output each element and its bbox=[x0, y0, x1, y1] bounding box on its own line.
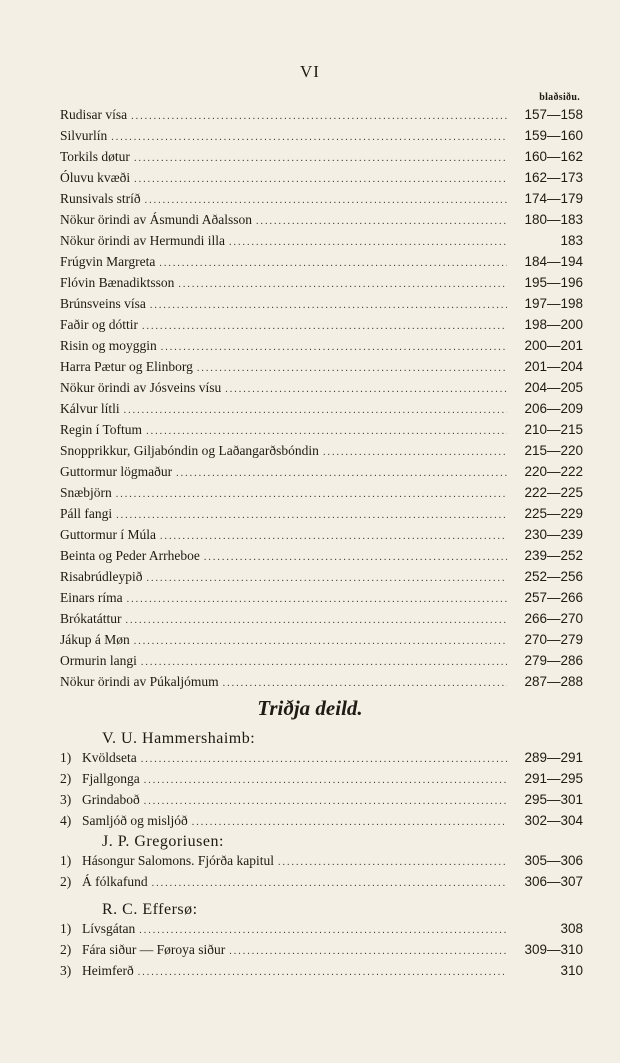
dot-leader bbox=[176, 468, 507, 479]
toc-entry bbox=[60, 338, 583, 359]
toc-entry bbox=[60, 942, 583, 963]
entry-pages: 195—196 bbox=[524, 275, 583, 290]
entry-pages: 157—158 bbox=[524, 107, 583, 122]
toc-entry bbox=[60, 921, 583, 942]
entry-pages: 162—173 bbox=[524, 170, 583, 185]
toc-entry bbox=[60, 569, 583, 590]
entry-title: Harra Pætur og Elinborg bbox=[60, 359, 193, 374]
entry-pages: 210—215 bbox=[524, 422, 583, 437]
dot-leader bbox=[138, 967, 507, 978]
toc-entry bbox=[60, 771, 583, 792]
entry-title: Ormurin langi bbox=[60, 653, 137, 668]
entries-list bbox=[60, 107, 583, 695]
author-works-list bbox=[60, 750, 583, 834]
entry-pages: 204—205 bbox=[524, 380, 583, 395]
toc-entry bbox=[60, 674, 583, 695]
dot-leader bbox=[152, 878, 507, 889]
entry-title: Nökur örindi av Ásmundi Aðalsson bbox=[60, 212, 252, 227]
entry-pages: 291—295 bbox=[524, 771, 583, 786]
entry-pages: 310 bbox=[560, 963, 583, 978]
toc-entry bbox=[60, 874, 583, 895]
entry-pages: 279—286 bbox=[524, 653, 583, 668]
toc-entry bbox=[60, 611, 583, 632]
toc-entry bbox=[60, 653, 583, 674]
page-number: VI bbox=[300, 62, 320, 81]
entry-pages: 160—162 bbox=[524, 149, 583, 164]
dot-leader bbox=[161, 342, 507, 353]
dot-leader bbox=[204, 552, 507, 563]
dot-leader bbox=[229, 237, 507, 248]
entry-pages: 239—252 bbox=[524, 548, 583, 563]
dot-leader bbox=[141, 754, 507, 765]
entry-title bbox=[60, 750, 137, 766]
entry-title: Beinta og Peder Arrheboe bbox=[60, 548, 200, 563]
entry-title bbox=[60, 963, 134, 979]
toc-entry bbox=[60, 317, 583, 338]
entry-title: Kálvur lítli bbox=[60, 401, 120, 416]
toc-entry bbox=[60, 548, 583, 569]
author-heading: R. C. Effersø: bbox=[102, 901, 198, 918]
dot-leader bbox=[134, 636, 507, 647]
entry-number: 3) bbox=[60, 792, 72, 807]
toc-entry bbox=[60, 380, 583, 401]
dot-leader bbox=[144, 775, 507, 786]
entry-number: 4) bbox=[60, 813, 72, 828]
toc-entry bbox=[60, 254, 583, 275]
dot-leader bbox=[229, 946, 507, 957]
entry-title bbox=[60, 942, 225, 958]
entry-pages: 302—304 bbox=[524, 813, 583, 828]
author-works-list bbox=[60, 921, 583, 984]
toc-entry bbox=[60, 750, 583, 771]
entry-title: Risabrúdleypið bbox=[60, 569, 143, 584]
dot-leader bbox=[127, 594, 507, 605]
entry-title-text: Á fólkafund bbox=[82, 874, 148, 889]
toc-entry bbox=[60, 233, 583, 254]
entry-title-text: Fjallgonga bbox=[82, 771, 140, 786]
dot-leader bbox=[256, 216, 507, 227]
toc-entry bbox=[60, 359, 583, 380]
dot-leader bbox=[147, 573, 508, 584]
entry-title: Páll fangi bbox=[60, 506, 113, 521]
dot-leader bbox=[160, 531, 507, 542]
entry-title-text: Heimferð bbox=[82, 963, 134, 978]
dot-leader bbox=[116, 489, 507, 500]
entry-pages: 215—220 bbox=[524, 443, 583, 458]
entry-title bbox=[60, 792, 140, 808]
entry-pages: 252—256 bbox=[524, 569, 583, 584]
entry-title: Jákup á Møn bbox=[60, 632, 130, 647]
entry-pages: 257—266 bbox=[524, 590, 583, 605]
entry-title: Einars ríma bbox=[60, 590, 123, 605]
toc-entry bbox=[60, 506, 583, 527]
entry-title: Silvurlín bbox=[60, 128, 108, 143]
entry-title: Runsivals stríð bbox=[60, 191, 141, 206]
dot-leader bbox=[159, 258, 507, 269]
dot-leader bbox=[139, 925, 507, 936]
toc-entry bbox=[60, 632, 583, 653]
toc-entry bbox=[60, 401, 583, 422]
entry-pages: 295—301 bbox=[524, 792, 583, 807]
entry-title: Rudisar vísa bbox=[60, 107, 128, 122]
toc-entry bbox=[60, 275, 583, 296]
entry-pages: 201—204 bbox=[524, 359, 583, 374]
entry-title: Nökur örindi av Hermundi illa bbox=[60, 233, 225, 248]
toc-entry bbox=[60, 149, 583, 170]
entry-title: Brókatáttur bbox=[60, 611, 122, 626]
dot-leader bbox=[223, 678, 507, 689]
entry-title: Flóvin Bænadiktsson bbox=[60, 275, 175, 290]
entry-title: Risin og moyggin bbox=[60, 338, 157, 353]
entry-pages: 309—310 bbox=[524, 942, 583, 957]
toc-entry bbox=[60, 853, 583, 874]
toc-entry bbox=[60, 527, 583, 548]
entry-title-text: Samljóð og misljóð bbox=[82, 813, 188, 828]
dot-leader bbox=[134, 174, 507, 185]
entry-title-text: Kvöldseta bbox=[82, 750, 137, 765]
author-heading: V. U. Hammershaimb: bbox=[102, 730, 256, 747]
entry-pages: 289—291 bbox=[524, 750, 583, 765]
entry-pages: 225—229 bbox=[524, 506, 583, 521]
entry-title-text: Grindaboð bbox=[82, 792, 140, 807]
author-works-list bbox=[60, 853, 583, 895]
entry-title: Frúgvin Margreta bbox=[60, 254, 156, 269]
dot-leader bbox=[197, 363, 507, 374]
entry-title: Nökur örindi av Jósveins vísu bbox=[60, 380, 222, 395]
dot-leader bbox=[111, 132, 507, 143]
entry-title-text: Hásongur Salomons. Fjórða kapitul bbox=[82, 853, 274, 868]
entry-title bbox=[60, 771, 140, 787]
entry-title: Regin í Toftum bbox=[60, 422, 143, 437]
dot-leader bbox=[142, 321, 507, 332]
entry-title: Nökur örindi av Púkaljómum bbox=[60, 674, 219, 689]
entry-number: 2) bbox=[60, 771, 72, 786]
toc-entry bbox=[60, 590, 583, 611]
entry-title: Faðir og dóttir bbox=[60, 317, 138, 332]
entry-pages: 198—200 bbox=[524, 317, 583, 332]
dot-leader bbox=[116, 510, 507, 521]
entry-pages: 305—306 bbox=[524, 853, 583, 868]
toc-entry bbox=[60, 813, 583, 834]
entry-pages: 197—198 bbox=[524, 296, 583, 311]
entry-pages: 306—307 bbox=[524, 874, 583, 889]
dot-leader bbox=[125, 615, 507, 626]
entry-number: 1) bbox=[60, 750, 72, 765]
toc-entry bbox=[60, 170, 583, 191]
entry-pages: 206—209 bbox=[524, 401, 583, 416]
entry-pages: 287—288 bbox=[524, 674, 583, 689]
dot-leader bbox=[144, 796, 507, 807]
toc-entry bbox=[60, 792, 583, 813]
toc-entry bbox=[60, 212, 583, 233]
dot-leader bbox=[134, 153, 507, 164]
toc-entry bbox=[60, 485, 583, 506]
toc-entry bbox=[60, 191, 583, 212]
entry-title bbox=[60, 874, 148, 890]
entry-title bbox=[60, 921, 135, 937]
entry-title: Snæbjörn bbox=[60, 485, 112, 500]
entry-pages: 159—160 bbox=[524, 128, 583, 143]
entry-number: 2) bbox=[60, 942, 72, 957]
entry-pages: 220—222 bbox=[524, 464, 583, 479]
entry-title: Óluvu kvæði bbox=[60, 170, 131, 185]
entry-number: 3) bbox=[60, 963, 72, 978]
entry-pages: 222—225 bbox=[524, 485, 583, 500]
dot-leader bbox=[278, 857, 507, 868]
entry-pages: 183 bbox=[560, 233, 583, 248]
entry-title: Guttormur í Múla bbox=[60, 527, 156, 542]
dot-leader bbox=[178, 279, 507, 290]
dot-leader bbox=[225, 384, 507, 395]
toc-entry bbox=[60, 422, 583, 443]
entry-number: 2) bbox=[60, 874, 72, 889]
entry-pages: 230—239 bbox=[524, 527, 583, 542]
entry-number: 1) bbox=[60, 921, 72, 936]
entry-pages: 174—179 bbox=[524, 191, 583, 206]
dot-leader bbox=[323, 447, 507, 458]
author-heading: J. P. Gregoriusen: bbox=[102, 833, 224, 850]
entry-title: Guttormur lögmaður bbox=[60, 464, 173, 479]
entry-title bbox=[60, 813, 188, 829]
entry-title: Snopprikkur, Giljabóndin og Laðangarðsbóndin bbox=[60, 443, 319, 458]
dot-leader bbox=[141, 657, 507, 668]
entry-title: Brúnsveins vísa bbox=[60, 296, 146, 311]
toc-entry bbox=[60, 963, 583, 984]
entry-pages: 180—183 bbox=[524, 212, 583, 227]
dot-leader bbox=[131, 111, 507, 122]
dot-leader bbox=[192, 817, 507, 828]
dot-leader bbox=[150, 300, 507, 311]
toc-entry bbox=[60, 464, 583, 485]
entry-title: Torkils døtur bbox=[60, 149, 130, 164]
entry-title bbox=[60, 853, 274, 869]
toc-entry bbox=[60, 443, 583, 464]
entry-number: 1) bbox=[60, 853, 72, 868]
column-header: blaðsiðu. bbox=[539, 92, 580, 103]
entry-pages: 266—270 bbox=[524, 611, 583, 626]
entry-pages: 308 bbox=[560, 921, 583, 936]
dot-leader bbox=[145, 195, 507, 206]
entry-pages: 184—194 bbox=[524, 254, 583, 269]
entry-pages: 200—201 bbox=[524, 338, 583, 353]
toc-entry bbox=[60, 296, 583, 317]
entry-pages: 270—279 bbox=[524, 632, 583, 647]
dot-leader bbox=[124, 405, 507, 416]
entry-title-text: Lívsgátan bbox=[82, 921, 136, 936]
entry-title-text: Fára siður — Føroya siður bbox=[82, 942, 226, 957]
toc-entry bbox=[60, 128, 583, 149]
toc-entry bbox=[60, 107, 583, 128]
dot-leader bbox=[146, 426, 507, 437]
section-title: Triðja deild. bbox=[257, 696, 363, 720]
